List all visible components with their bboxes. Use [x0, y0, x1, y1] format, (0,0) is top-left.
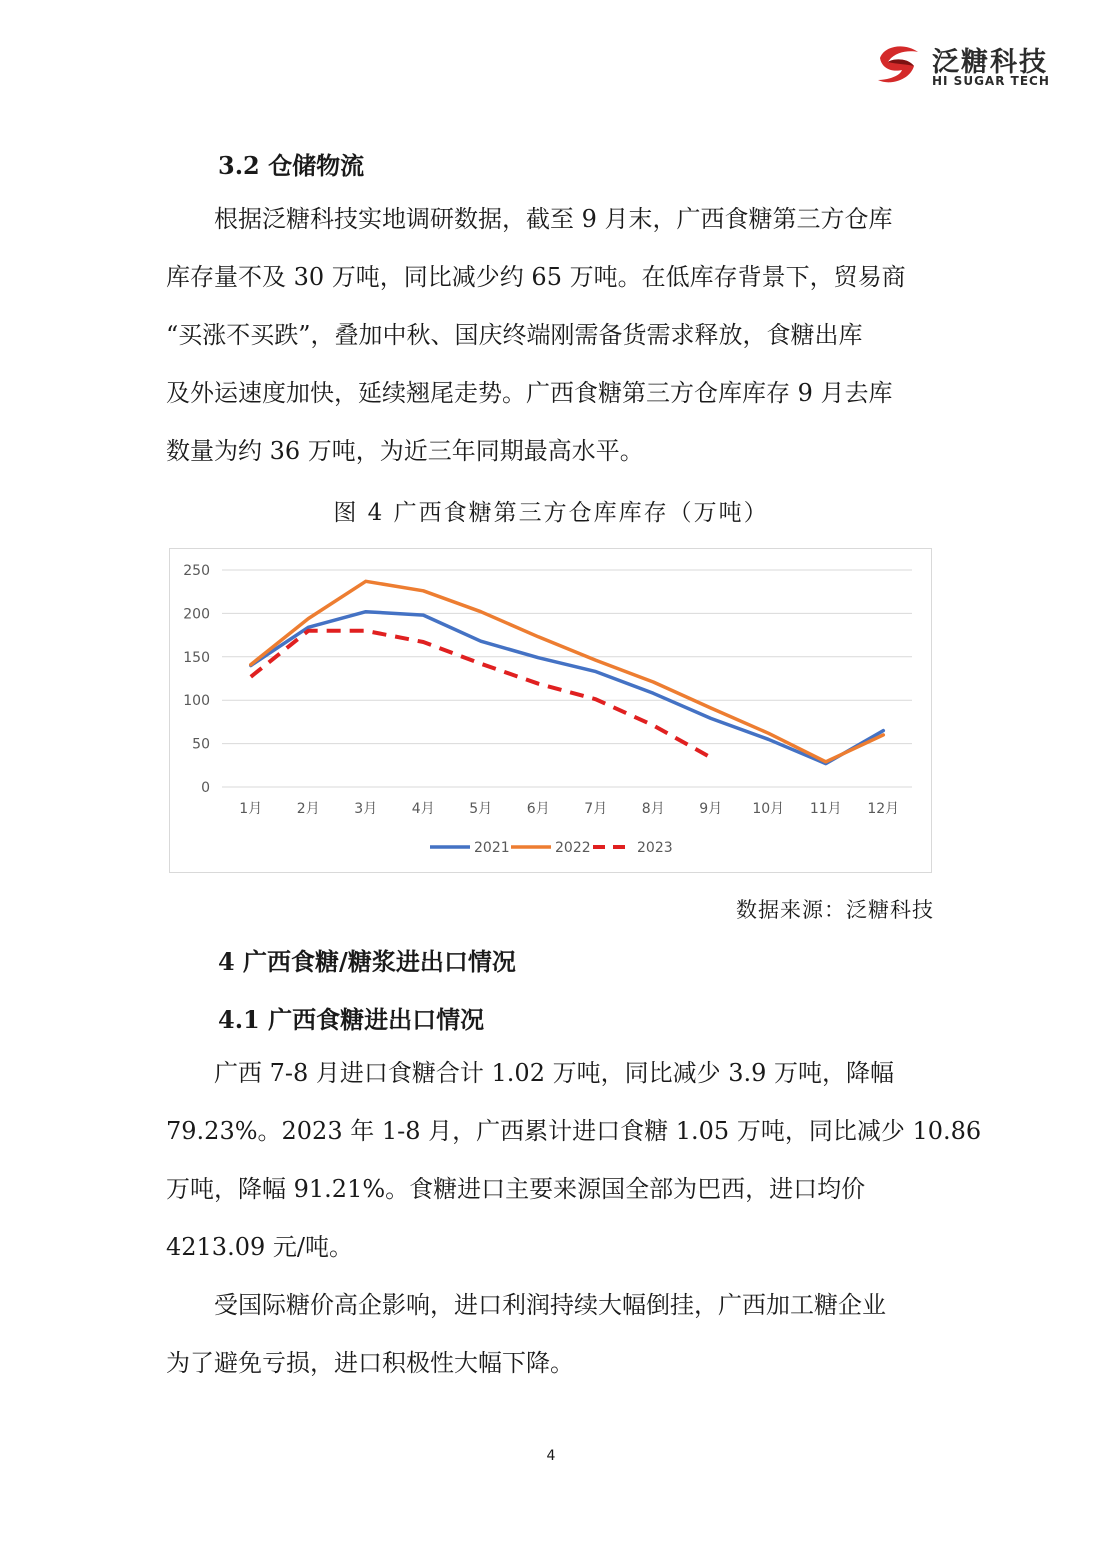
x-tick-label: 4月	[411, 801, 435, 817]
paragraph-line: 及外运速度加快，延续翘尾走势。广西食糖第三方仓库库存 9 月去库	[166, 379, 893, 407]
x-tick-label: 5月	[469, 801, 493, 817]
brand-name-cn: 泛糖科技	[932, 47, 1048, 78]
y-tick-label: 50	[192, 736, 210, 753]
paragraph-line: 根据泛糖科技实地调研数据，截至 9 月末，广西食糖第三方仓库	[166, 205, 893, 233]
paragraph-line: 库存量不及 30 万吨，同比减少约 65 万吨。在低库存背景下，贸易商	[166, 263, 906, 291]
paragraph-import-profit	[166, 1276, 936, 1392]
paragraph-line: 广西 7-8 月进口食糖合计 1.02 万吨，同比减少 3.9 万吨，降幅	[166, 1059, 895, 1087]
line-chart	[170, 549, 931, 872]
paragraph-line: 万吨，降幅 91.21%。食糖进口主要来源国全部为巴西，进口均价	[166, 1175, 866, 1203]
y-tick-label: 150	[183, 649, 210, 666]
series-line-2023	[251, 631, 711, 758]
x-tick-label: 1月	[239, 801, 263, 817]
section-heading-3-2: 3.2 仓储物流	[218, 151, 365, 180]
x-tick-label: 2月	[296, 801, 320, 817]
x-tick-label: 12月	[867, 801, 900, 817]
figure-caption: 图 4 广西食糖第三方仓库库存（万吨）	[333, 500, 769, 526]
swoosh-logo-icon	[874, 40, 922, 88]
y-tick-label: 250	[183, 563, 210, 579]
x-tick-label: 8月	[641, 801, 665, 817]
series-line-2022	[251, 581, 884, 762]
legend-label-2022: 2022	[555, 840, 591, 856]
paragraph-line: 受国际糖价高企影响，进口利润持续大幅倒挂，广西加工糖企业	[166, 1291, 886, 1319]
legend-label-2023: 2023	[637, 840, 673, 856]
section-heading-4-1: 4.1 广西食糖进出口情况	[218, 1005, 485, 1034]
page-number: 4	[546, 1448, 556, 1464]
paragraph-line: “买涨不买跌”，叠加中秋、国庆终端刚需备货需求释放，食糖出库	[166, 321, 863, 349]
x-tick-label: 10月	[752, 801, 785, 817]
x-tick-label: 9月	[699, 801, 723, 817]
series-line-2021	[251, 612, 884, 764]
paragraph-storage	[166, 190, 936, 480]
legend-label-2021: 2021	[474, 840, 510, 856]
y-tick-label: 0	[201, 780, 210, 796]
x-tick-label: 11月	[809, 801, 842, 817]
paragraph-line: 79.23%。2023 年 1-8 月，广西累计进口食糖 1.05 万吨，同比减少 10.86	[166, 1117, 982, 1145]
section-heading-4: 4 广西食糖/糖浆进出口情况	[218, 947, 516, 976]
x-tick-label: 3月	[354, 801, 378, 817]
x-tick-label: 6月	[526, 801, 550, 817]
paragraph-line: 数量为约 36 万吨，为近三年同期最高水平。	[166, 437, 644, 465]
brand-logo	[874, 40, 1074, 92]
data-source: 数据来源：泛糖科技	[736, 898, 934, 922]
x-tick-label: 7月	[584, 801, 608, 817]
y-tick-label: 200	[183, 606, 210, 623]
y-tick-label: 100	[183, 693, 210, 710]
inventory-chart	[169, 548, 932, 873]
paragraph-import	[166, 1044, 982, 1276]
paragraph-line: 4213.09 元/吨。	[166, 1233, 353, 1261]
paragraph-line: 为了避免亏损，进口积极性大幅下降。	[166, 1349, 574, 1377]
brand-name-en: HI SUGAR TECH	[932, 74, 1050, 88]
